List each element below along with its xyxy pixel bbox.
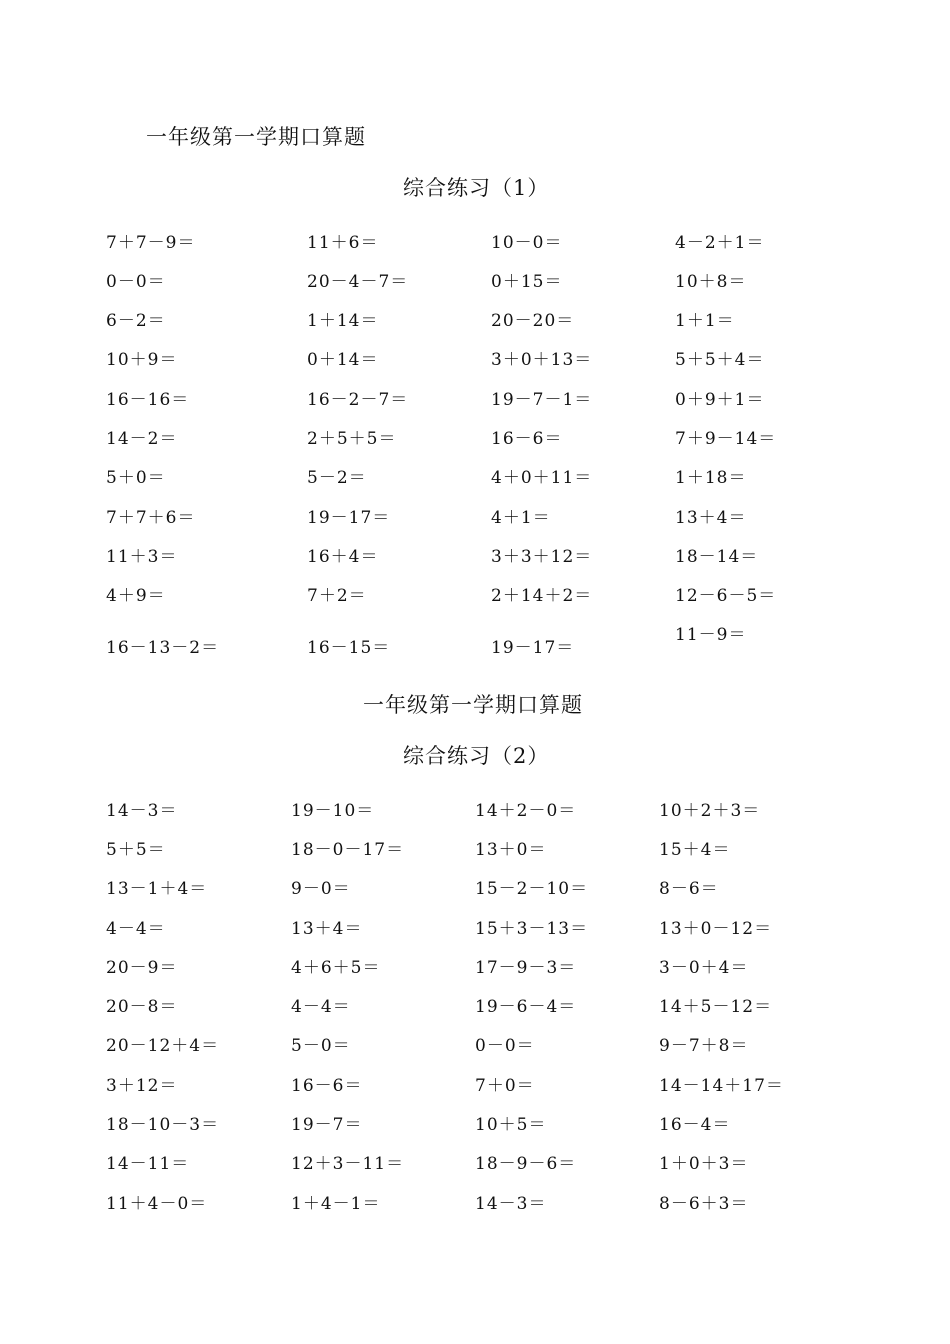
problem: 14－3＝ [106, 801, 178, 821]
problem: 7＋2＝ [307, 586, 367, 606]
problem: 5－0＝ [291, 1036, 351, 1056]
problem: 9－0＝ [291, 879, 351, 899]
problem: 3＋0＋13＝ [491, 350, 593, 370]
section2-title: 一年级第一学期口算题 [363, 693, 583, 717]
problem: 1＋14＝ [307, 311, 379, 331]
problem: 20－20＝ [491, 311, 575, 331]
section1-subtitle: 综合练习（1） [403, 176, 550, 200]
problem: 6－2＝ [106, 311, 166, 331]
problem: 5－2＝ [307, 468, 367, 488]
problem: 16－4＝ [659, 1115, 731, 1135]
problem: 12－6－5＝ [675, 586, 777, 606]
problem: 5＋5＝ [106, 840, 166, 860]
problem: 10＋2＋3＝ [659, 801, 761, 821]
problem: 16－6＝ [491, 429, 563, 449]
problem: 15－2－10＝ [475, 879, 589, 899]
problem: 10＋9＝ [106, 350, 178, 370]
problem: 19－17＝ [491, 638, 575, 658]
problem: 16－2－7＝ [307, 390, 409, 410]
problem: 8－6＝ [659, 879, 719, 899]
problem: 0－0＝ [106, 272, 166, 292]
section1-title: 一年级第一学期口算题 [146, 125, 366, 149]
problem: 4＋9＝ [106, 586, 166, 606]
problem: 19－17＝ [307, 508, 391, 528]
problem: 4－4＝ [291, 997, 351, 1017]
problem: 20－12＋4＝ [106, 1036, 220, 1056]
problem: 13＋0＝ [475, 840, 547, 860]
problem: 5＋5＋4＝ [675, 350, 765, 370]
problem: 16－6＝ [291, 1076, 363, 1096]
problem: 9－7＋8＝ [659, 1036, 749, 1056]
problem: 7＋7－9＝ [106, 233, 196, 253]
problem: 8－6＋3＝ [659, 1194, 749, 1214]
problem: 14－2＝ [106, 429, 178, 449]
problem: 2＋14＋2＝ [491, 586, 593, 606]
problem: 19－7＝ [291, 1115, 363, 1135]
problem: 11＋4－0＝ [106, 1194, 208, 1214]
problem: 11＋6＝ [307, 233, 379, 253]
problem: 10－0＝ [491, 233, 563, 253]
problem: 20－4－7＝ [307, 272, 409, 292]
problem: 4－4＝ [106, 919, 166, 939]
problem: 13＋4＝ [291, 919, 363, 939]
problem: 17－9－3＝ [475, 958, 577, 978]
problem: 5＋0＝ [106, 468, 166, 488]
problem: 15＋3－13＝ [475, 919, 589, 939]
problem: 13＋4＝ [675, 508, 747, 528]
problem: 14－11＝ [106, 1154, 190, 1174]
problem: 16－15＝ [307, 638, 391, 658]
problem: 7＋0＝ [475, 1076, 535, 1096]
problem: 11－9＝ [675, 625, 747, 645]
problem: 14－3＝ [475, 1194, 547, 1214]
problem: 19－7－1＝ [491, 390, 593, 410]
problem: 10＋8＝ [675, 272, 747, 292]
problem: 1＋0＋3＝ [659, 1154, 749, 1174]
problem: 14＋2－0＝ [475, 801, 577, 821]
problem: 15＋4＝ [659, 840, 731, 860]
problem: 1＋4－1＝ [291, 1194, 381, 1214]
problem: 20－9＝ [106, 958, 178, 978]
problem: 2＋5＋5＝ [307, 429, 397, 449]
problem: 7＋7＋6＝ [106, 508, 196, 528]
problem: 0＋9＋1＝ [675, 390, 765, 410]
problem: 20－8＝ [106, 997, 178, 1017]
problem: 18－10－3＝ [106, 1115, 220, 1135]
problem: 16＋4＝ [307, 547, 379, 567]
problem: 0＋15＝ [491, 272, 563, 292]
problem: 3－0＋4＝ [659, 958, 749, 978]
problem: 3＋12＝ [106, 1076, 178, 1096]
problem: 19－6－4＝ [475, 997, 577, 1017]
problem: 14－14＋17＝ [659, 1076, 784, 1096]
problem: 1＋18＝ [675, 468, 747, 488]
problem: 4＋0＋11＝ [491, 468, 593, 488]
problem: 4＋1＝ [491, 508, 551, 528]
problem: 11＋3＝ [106, 547, 178, 567]
problem: 3＋3＋12＝ [491, 547, 593, 567]
problem: 0－0＝ [475, 1036, 535, 1056]
problem: 16－16＝ [106, 390, 190, 410]
problem: 18－9－6＝ [475, 1154, 577, 1174]
problem: 13－1＋4＝ [106, 879, 208, 899]
problem: 4＋6＋5＝ [291, 958, 381, 978]
problem: 18－0－17＝ [291, 840, 405, 860]
problem: 0＋14＝ [307, 350, 379, 370]
problem: 1＋1＝ [675, 311, 735, 331]
section2-subtitle: 综合练习（2） [403, 744, 550, 768]
problem: 7＋9－14＝ [675, 429, 777, 449]
problem: 18－14＝ [675, 547, 759, 567]
problem: 14＋5－12＝ [659, 997, 773, 1017]
problem: 4－2＋1＝ [675, 233, 765, 253]
problem: 19－10＝ [291, 801, 375, 821]
problem: 12＋3－11＝ [291, 1154, 405, 1174]
problem: 10＋5＝ [475, 1115, 547, 1135]
problem: 16－13－2＝ [106, 638, 220, 658]
problem: 13＋0－12＝ [659, 919, 773, 939]
